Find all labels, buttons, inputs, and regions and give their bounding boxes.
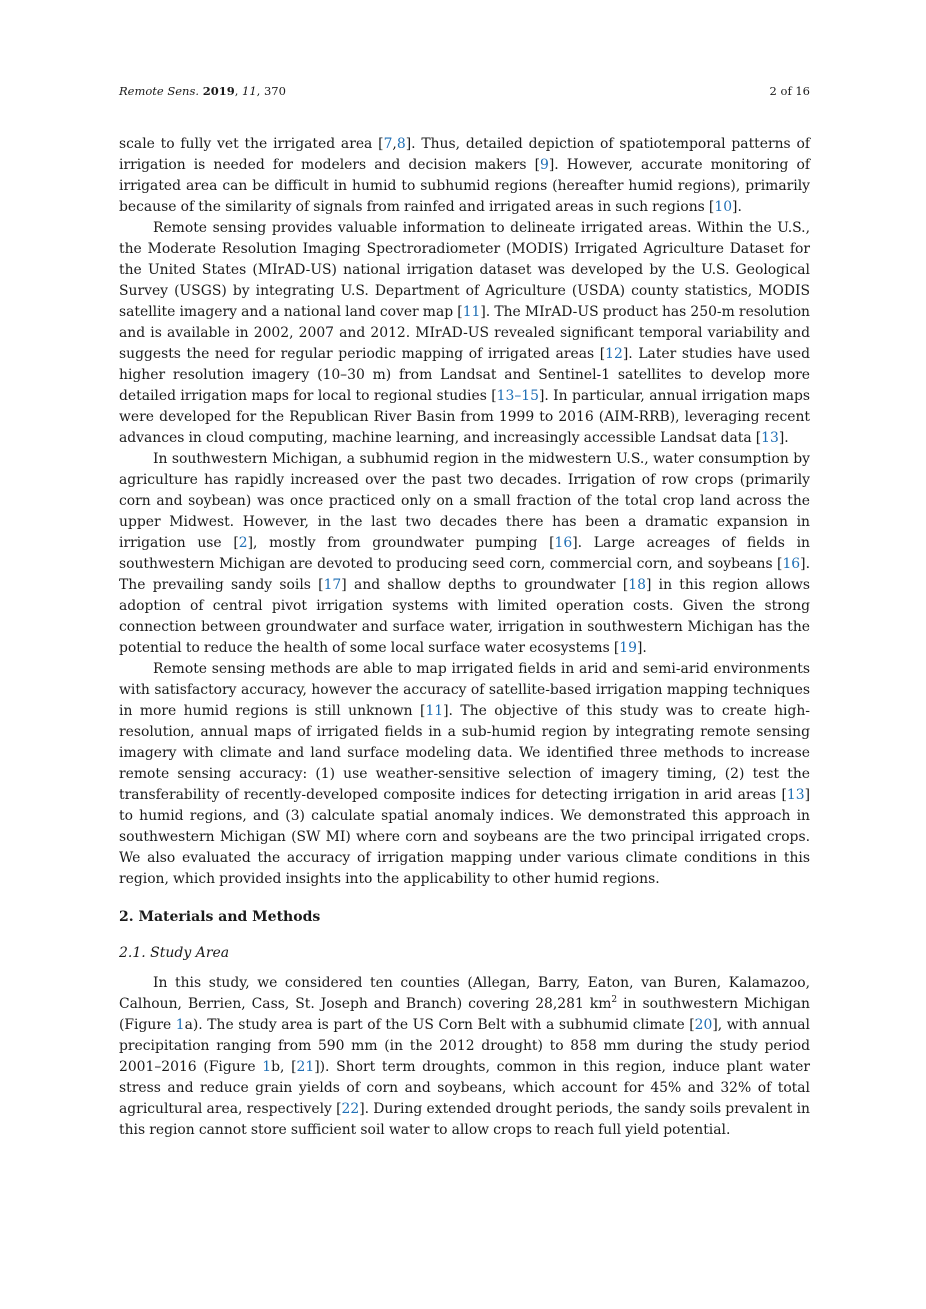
running-header [119, 84, 810, 108]
text-run: ]. Later studies have used higher resolution imagery (10–30 m) from Landsat and Sentinel-1 satellites to develop more detailed irrigation maps for local to regional studies [ [119, 346, 810, 404]
text-run: ] and shallow depths to groundwater [ [341, 577, 629, 593]
citation-link[interactable]: 16 [554, 535, 573, 551]
text-run: b, [ [271, 1059, 297, 1075]
text-run: ]. [636, 640, 647, 656]
article-number: 370 [263, 84, 286, 98]
text-run: ]. The objective of this study was to create high-resolution, annual maps of irrigated fields in a sub-humid region by integrating remote sensing imagery with climate and land surface modeling data. We identified three methods to increase remote sensing accuracy: (1) use weather-sensitive selection of imagery timing, (2) test the transferability of recently-developed composite indices for detecting irrigation in arid areas [ [119, 703, 810, 803]
citation-link[interactable]: 10 [714, 199, 733, 215]
citation-link[interactable]: 13–15 [496, 388, 539, 404]
text-run: a). The study area is part of the US Corn Belt with a subhumid climate [ [184, 1017, 695, 1033]
text-run: ]). Short term droughts, common in this region, induce plant water stress and reduce grain yields of corn and soybeans, which account for 45% and 32% of total agricultural area, respectively [ [119, 1059, 811, 1117]
subsection-heading: 2.1. Study Area [119, 945, 230, 961]
citation-link[interactable]: 19 [619, 640, 637, 656]
body-text [119, 134, 810, 1141]
text-run: ]. The MIrAD-US product has 250-m resolution and is available in 2002, 2007 and 2012. MIrAD-US revealed significant temporal variability and suggests the need for regular periodic mapping of irrigated areas [ [119, 304, 810, 362]
citation-header: Remote Sens. 2019, 11, 370 [119, 84, 286, 98]
citation-link[interactable]: 1 [175, 1017, 185, 1033]
paragraph [119, 449, 810, 659]
text-run: ], mostly from groundwater pumping [ [247, 535, 555, 551]
text-run: ], with annual precipitation ranging from 590 mm (in the 2012 drought) to 858 mm during the study period 2001–2016 (Figure [119, 1017, 810, 1075]
text-run: ]. Thus, detailed depiction of spatiotemporal patterns of irrigation is needed for modelers and decision makers [ [119, 136, 810, 173]
paragraph [119, 134, 810, 218]
citation-link[interactable]: 13 [761, 430, 779, 446]
text-run: ]. Large acreages of fields in southwestern Michigan are devoted to producing seed corn, commercial corn, and soybeans [ [119, 535, 810, 572]
citation-link[interactable]: 7 [383, 136, 393, 152]
citation-link[interactable]: 2 [238, 535, 248, 551]
text-run: ]. [778, 430, 789, 446]
citation-link[interactable]: 18 [628, 577, 646, 593]
page-number: 2 of 16 [769, 84, 810, 98]
citation-link[interactable]: 12 [605, 346, 623, 362]
citation-link[interactable]: 17 [323, 577, 342, 593]
superscript: 2 [611, 995, 618, 1005]
journal-volume: 11 [242, 84, 257, 98]
text-run: ]. [732, 199, 742, 215]
text-run: in southwestern Michigan (Figure [119, 996, 810, 1033]
paragraph [119, 218, 810, 449]
text-run: ]. The prevailing sandy soils [ [119, 556, 810, 593]
text-run: ] in this region allows adoption of central pivot irrigation systems with limited operation costs. Given the strong connection between groundwater and surface water, irrigation in southwestern Michigan has the potential to reduce the health of some local surface water ecosystems [ [119, 577, 810, 656]
text-run: ]. However, accurate monitoring of irrigated area can be difficult in humid to subhumid regions (hereafter humid regions), primarily because of the similarity of signals from rainfed and irrigated areas in such regions [ [119, 157, 810, 215]
citation-link[interactable]: 11 [462, 304, 481, 320]
citation-link[interactable]: 20 [694, 1017, 713, 1033]
citation-link[interactable]: 22 [341, 1101, 360, 1117]
journal-year: 2019 [202, 84, 235, 98]
paper-page [119, 84, 810, 1141]
citation-link[interactable]: 11 [425, 703, 444, 719]
text-run: ]. During extended drought periods, the sandy soils prevalent in this region cannot store sufficient soil water to allow crops to reach full yield potential. [119, 1101, 810, 1138]
citation-link[interactable]: 21 [296, 1059, 315, 1075]
citation-link[interactable]: 9 [540, 157, 549, 173]
text-run: In southwestern Michigan, a subhumid region in the midwestern U.S., water consumption by agriculture has rapidly increased over the past two decades. Irrigation of row crops (primarily corn and soybean) was once practiced only on a small fraction of the total crop land across the upper Midwest. However, in the last two decades there has been a dramatic expansion in irrigation use [ [119, 451, 810, 551]
citation-link[interactable]: 16 [782, 556, 801, 572]
journal-name: Remote Sens. [119, 84, 200, 98]
paragraph [119, 659, 810, 890]
text-run: In this study, we considered ten counties (Allegan, Barry, Eaton, van Buren, Kalamazoo, Calhoun, Berrien, Cass, St. Joseph and Branch) covering 28,281 km [119, 975, 810, 1012]
text-run: scale to fully vet the irrigated area [ [119, 136, 384, 152]
section-heading: 2. Materials and Methods [119, 909, 321, 925]
text-run: Remote sensing methods are able to map irrigated fields in arid and semi-arid environments with satisfactory accuracy, however the accuracy of satellite-based irrigation mapping techniques in more humid regions is still unknown [ [119, 661, 810, 719]
citation-link[interactable]: 8 [396, 136, 406, 152]
paragraph [119, 973, 810, 1141]
text-run: Remote sensing provides valuable information to delineate irrigated areas. Within the U.S., the Moderate Resolution Imaging Spectroradiometer (MODIS) Irrigated Agriculture Dataset for the United States (MIrAD-US) national irrigation dataset was developed by the U.S. Geological Survey (USGS) by integrating U.S. Department of Agriculture (USDA) county statistics, MODIS satellite imagery and a national land cover map [ [119, 220, 810, 320]
citation-link[interactable]: 1 [262, 1059, 272, 1075]
text-run: ] to humid regions, and (3) calculate spatial anomaly indices. We demonstrated this approach in southwestern Michigan (SW MI) where corn and soybeans are the two principal irrigated crops. We also evaluated the accuracy of irrigation mapping under various climate conditions in this region, which provided insights into the applicability to other humid regions. [119, 787, 810, 887]
text-run: ]. In particular, annual irrigation maps were developed for the Republican River Basin from 1999 to 2016 (AIM-RRB), leveraging recent advances in cloud computing, machine learning, and increasingly accessible Landsat data [ [119, 388, 810, 446]
text-run: , [392, 136, 397, 152]
citation-link[interactable]: 13 [786, 787, 805, 803]
